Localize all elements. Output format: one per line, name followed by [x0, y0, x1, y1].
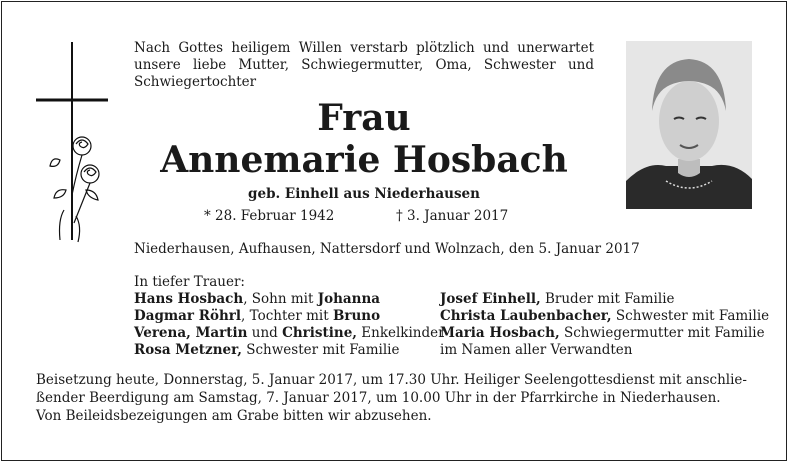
burial-info	[36, 371, 752, 425]
mourner-line: im Namen aller Verwandten	[440, 342, 633, 358]
title-salutation: Frau	[317, 97, 411, 139]
mourners-right	[440, 291, 769, 359]
portrait-photo	[626, 41, 752, 209]
burial-line-2: ßender Beerdigung am Samstag, 7. Januar 2017, um 10.00 Uhr in der Pfarrkirche in Niederhausen.	[36, 390, 721, 406]
mourner-line: Christa Laubenbacher, Schwester mit Familie	[440, 308, 770, 324]
intro-text: Nach Gottes heiligem Willen verstarb plötzlich und unerwartet unsere liebe Mutter, Schwiegermutter, Oma, Schwester und Schwiegertochter	[134, 40, 594, 90]
death-date: † 3. Januar 2017	[396, 208, 509, 224]
cross-with-roses-icon	[36, 40, 116, 250]
burial-line-1: Beisetzung heute, Donnerstag, 5. Januar 2017, um 17.30 Uhr. Heiliger Seelengottesdienst mit anschlie-	[36, 372, 747, 388]
mourner-line: Josef Einhell, Bruder mit Familie	[440, 291, 675, 307]
mourner-line: Maria Hosbach, Schwiegermutter mit Familie	[440, 325, 765, 341]
deceased-name: Annemarie Hosbach	[160, 139, 568, 181]
place-date: Niederhausen, Aufhausen, Nattersdorf und Wolnzach, den 5. Januar 2017	[134, 241, 640, 257]
mourner-line: Dagmar Röhrl, Tochter mit Bruno	[134, 308, 381, 324]
mourners-left	[134, 291, 445, 359]
birth-date: * 28. Februar 1942	[204, 208, 335, 224]
mourner-line: Hans Hosbach, Sohn mit Johanna	[134, 291, 381, 307]
burial-line-3: Von Beileidsbezeigungen am Grabe bitten wir abzusehen.	[36, 408, 432, 424]
mourning-label: In tiefer Trauer:	[134, 274, 245, 290]
maiden-name: geb. Einhell aus Niederhausen	[248, 186, 480, 202]
mourner-line: Rosa Metzner, Schwester mit Familie	[134, 342, 400, 358]
mourner-line: Verena, Martin und Christine, Enkelkinder	[134, 325, 445, 341]
